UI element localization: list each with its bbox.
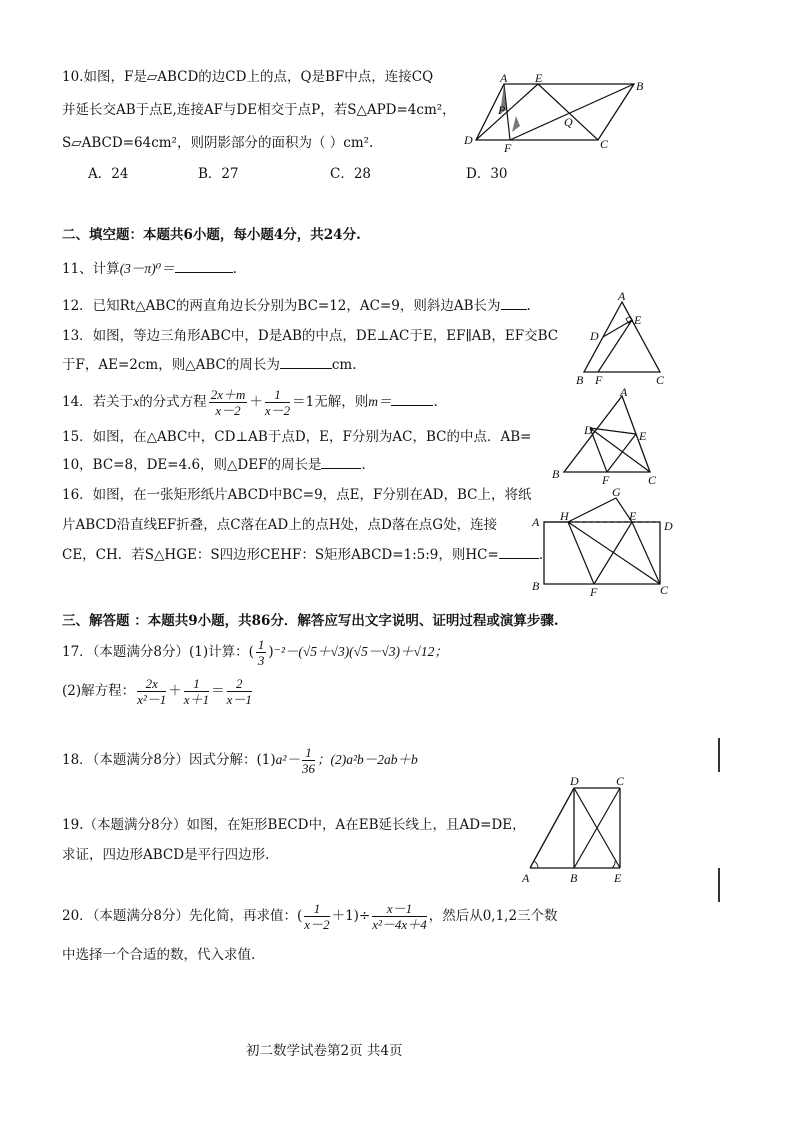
q14-text-c: ＝1无解，则	[292, 394, 369, 410]
q14-fraction-2	[265, 387, 290, 418]
q14-text-b: 的分式方程	[139, 394, 207, 410]
q16-line2: 片ABCD沿直线EF折叠，点C落在AD上的点H处，点D落在点G处，连接	[62, 517, 498, 533]
q20-line1	[62, 898, 558, 934]
q17-f2-denominator: x＋1	[183, 692, 210, 707]
q10-option-c: C．28	[330, 166, 372, 182]
q17-part2	[62, 674, 254, 708]
q17-part1: 17．（本题满分8分）(1)计算：( $\frac{1}{3}$ )⁻²－(√5＋√3)(√5－√3)＋√12；	[62, 637, 448, 668]
q11-answer-blank[interactable]	[175, 260, 233, 273]
q10-option-b: B．27	[198, 166, 239, 182]
q15-line2	[62, 456, 366, 474]
q18-term2: ；(2)a²b－2ab＋b	[316, 752, 418, 767]
q13-line1: 13．如图，等边三角形ABC中，D是AB的中点，DE⊥AC于E，EF∥AB，EF交BC	[62, 328, 559, 344]
q20-f1-numerator: 1	[304, 901, 329, 917]
q10-line3: S▱ABCD=64cm²，则阴影部分的面积为（ ）cm².	[62, 135, 374, 151]
q19-parallelogram-figure	[514, 774, 640, 890]
q13-label-a: A	[618, 290, 626, 303]
q19-label-e: E	[614, 871, 622, 885]
q15-line2-text: 10，BC=8，DE=4.6，则△DEF的周长是	[62, 457, 322, 473]
q18-text: 18．（本题满分8分）因式分解：(1)	[62, 752, 276, 768]
q10-option-a: A．24	[88, 166, 129, 182]
q15-line1: 15．如图，在△ABC中，CD⊥AB于点D，E，F分别为AC，BC的中点．AB=	[62, 429, 532, 445]
q18-frac-numerator: 1	[302, 745, 315, 761]
q11-text: 11、计算	[62, 261, 120, 277]
q17-frac-denominator: 3	[257, 653, 265, 668]
scan-edge-mark-1	[718, 738, 720, 772]
q18	[62, 744, 418, 776]
q17-f3-numerator: 2	[227, 676, 252, 692]
q15-label-a: A	[620, 386, 628, 399]
q16-label-h: H	[560, 509, 569, 523]
q18-fraction	[302, 745, 315, 776]
q14-answer-blank[interactable]	[391, 393, 433, 406]
q10-label-q: Q	[564, 115, 573, 129]
q19-label-d: D	[570, 774, 579, 788]
q19-line2: 求证，四边形ABCD是平行四边形.	[62, 847, 270, 863]
q18-term1: a²－	[275, 752, 300, 767]
q13-line2	[62, 356, 357, 374]
q14-text-a: 14．若关于	[62, 394, 134, 410]
q13-label-e: E	[634, 313, 642, 327]
q17-f1-denominator: x²－1	[137, 692, 167, 707]
q20-text-c: ，然后从0,1,2三个数	[428, 908, 558, 924]
q17-fraction-2	[184, 676, 209, 707]
q16-end: .	[538, 547, 544, 563]
q12-end: .	[526, 298, 531, 314]
q10-label-d: D	[464, 133, 473, 147]
q13-label-f: F	[595, 373, 603, 386]
q10-line1: 10.如图，F是▱ABCD的边CD上的点，Q是BF中点，连接CQ	[62, 69, 434, 85]
q16-label-b: B	[532, 579, 540, 593]
q15-answer-blank[interactable]	[321, 456, 361, 469]
q20-text-a: 20．（本题满分8分）先化简，再求值：(	[62, 908, 303, 924]
q17-fraction-1	[137, 676, 166, 707]
q18-frac-denominator: 36	[301, 761, 315, 776]
q16-label-c: C	[660, 583, 669, 597]
q13-line2-unit: cm.	[331, 357, 357, 373]
q17-part1-text: 17．（本题满分8分）(1)计算：	[62, 644, 249, 660]
q17-fraction-one-third	[256, 637, 267, 668]
q16-label-f: F	[590, 585, 598, 598]
q19-label-a: A	[522, 871, 530, 885]
q20-f2-numerator: x－1	[372, 901, 426, 917]
q10-parallelogram-figure	[460, 70, 650, 156]
q19-line1: 19.（本题满分8分）如图，在矩形BECD中，A在EB延长线上，且AD=DE，	[62, 817, 526, 833]
q20-f2-denominator: x²－4x＋4	[372, 917, 427, 932]
q15-label-f: F	[602, 473, 610, 484]
q14-frac2-numerator: 1	[265, 387, 290, 403]
q12	[62, 297, 531, 315]
q11-expr: (3－π)⁰＝	[119, 261, 175, 276]
q17-frac-numerator: 1	[257, 637, 265, 652]
q20-fraction-1	[304, 901, 329, 932]
q10-line2: 并延长交AB于点E,连接AF与DE相交于点P，若S△APD=4cm²，	[62, 102, 456, 118]
q11	[62, 260, 237, 278]
q16-line1: 16．如图，在一张矩形纸片ABCD中BC=9，点E，F分别在AD，BC上，将纸	[62, 487, 532, 503]
q13-line2-text: 于F，AE=2cm，则△ABC的周长为	[62, 357, 280, 373]
q10-option-d: D．30	[466, 166, 508, 182]
q15-label-b: B	[552, 467, 560, 481]
q16-label-d: D	[664, 519, 673, 533]
scan-edge-mark-2	[718, 868, 720, 902]
q17-expression: ⁻²－(√5＋√3)(√5－√3)＋√12；	[273, 644, 448, 659]
q10-label-a: A	[500, 71, 508, 85]
q11-end: .	[232, 261, 237, 277]
q14-var: x	[133, 394, 140, 409]
q10-label-e: E	[535, 71, 543, 85]
q12-text: 12．已知Rt△ABC的两直角边长分别为BC=12，AC=9，则斜边AB长为	[62, 298, 501, 314]
q14	[62, 386, 438, 418]
q14-end: .	[433, 394, 438, 410]
q20-text-b: ＋1)÷	[331, 908, 371, 924]
q17-part2-text: (2)解方程：	[62, 683, 136, 699]
q16-line3-text: CE，CH．若S△HGE：S四边形CEHF：S矩形ABCD=1:5:9，则HC=	[62, 547, 499, 563]
q15-label-d: D	[584, 423, 593, 437]
q13-label-d: D	[590, 329, 599, 343]
section2-heading: 二、填空题：本题共6小题，每小题4分，共24分.	[62, 227, 361, 243]
q17-f2-numerator: 1	[184, 676, 209, 692]
q13-triangle-figure	[570, 290, 670, 386]
q16-label-g: G	[612, 485, 621, 499]
q10-label-f: F	[504, 141, 512, 155]
q20-f1-denominator: x－2	[304, 917, 330, 932]
q10-label-b: B	[636, 79, 644, 93]
q13-answer-blank[interactable]	[280, 356, 332, 369]
page-footer: 初二数学试卷第2页 共4页	[246, 1043, 403, 1059]
q14-frac1-numerator: 2x＋m	[210, 387, 246, 402]
q15-label-c: C	[648, 473, 657, 484]
q12-answer-blank[interactable]	[501, 297, 527, 310]
q14-text-d: m＝	[368, 394, 392, 409]
q14-plus: ＋	[249, 394, 263, 410]
section3-heading: 三、解答题 ：本题共9小题，共86分．解答应写出文字说明、证明过程或演算步骤.	[62, 613, 559, 629]
q17-equals: ＝	[211, 683, 225, 699]
q20-fraction-2	[372, 901, 426, 932]
q16-label-e: E	[629, 509, 637, 523]
q19-label-b: B	[570, 871, 578, 885]
q19-label-c: C	[616, 774, 625, 788]
q14-fraction-1	[209, 387, 248, 418]
q17-f1-numerator: 2x	[137, 676, 166, 692]
q15-label-e: E	[639, 429, 647, 443]
q17-f3-denominator: x－1	[226, 692, 252, 707]
q15-end: .	[361, 457, 366, 473]
q13-label-c: C	[656, 373, 665, 386]
q10-label-c: C	[600, 137, 609, 151]
q17-plus: ＋	[168, 683, 182, 699]
q20-line2: 中选择一个合适的数，代入求值.	[62, 947, 256, 963]
q16-label-a: A	[532, 515, 540, 529]
q10-label-p: P	[498, 103, 506, 117]
q13-label-b: B	[576, 373, 584, 386]
q17-fraction-3	[227, 676, 252, 707]
q16-line3	[62, 546, 543, 564]
q15-triangle-figure	[548, 386, 666, 484]
q16-rectangle-figure	[528, 484, 688, 598]
q14-frac2-denominator: x－2	[264, 403, 291, 418]
q14-frac1-denominator: x－2	[215, 403, 241, 418]
